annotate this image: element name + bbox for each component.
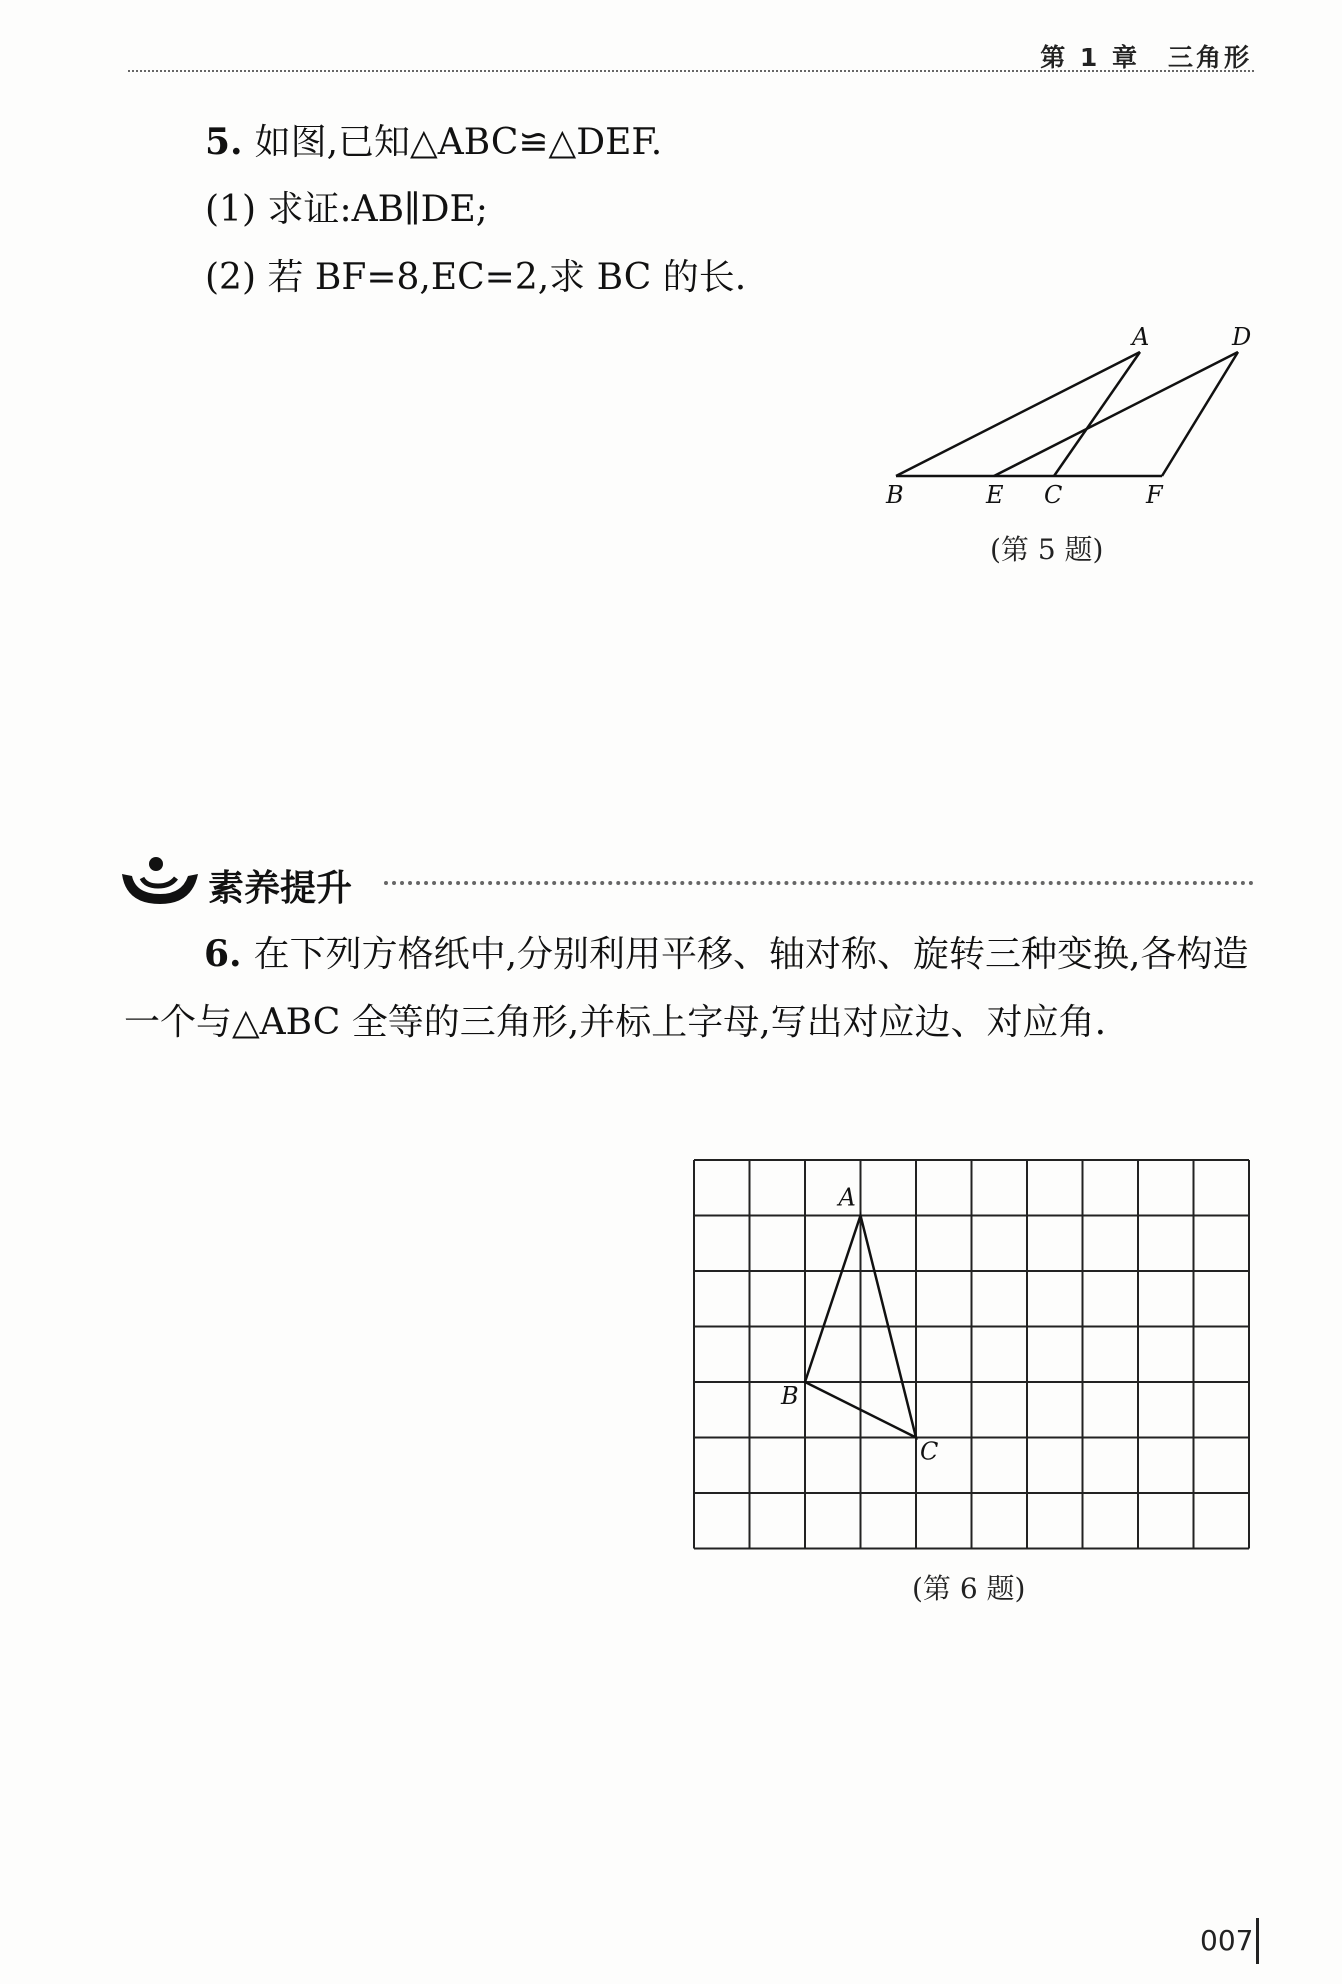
- q5-part1: (1) 求证:AB∥DE;: [205, 189, 488, 230]
- page-number-bar: [1256, 1918, 1259, 1964]
- q5-label-a: A: [1132, 323, 1150, 351]
- q5-segment-ba: [896, 352, 1140, 476]
- q5-label-e: E: [986, 481, 1004, 509]
- q6-label-a: A: [838, 1183, 856, 1212]
- q5-number: 5.: [205, 121, 243, 163]
- q5-label-f: F: [1146, 481, 1163, 509]
- q6-text-block: [124, 920, 1256, 1057]
- q5-label-c: C: [1044, 481, 1063, 509]
- q5-stem-text: 如图,已知△ABC≌△DEF.: [254, 122, 663, 163]
- q5-part2: (2) 若 BF=8,EC=2,求 BC 的长.: [205, 257, 747, 298]
- page-number: 007: [1200, 1924, 1254, 1957]
- q5-segment-ac: [1054, 352, 1140, 476]
- section-dotted-rule: [384, 881, 1254, 885]
- q5-label-d: D: [1232, 323, 1252, 351]
- q6-label-c: C: [920, 1437, 939, 1466]
- chapter-header: 第 1 章 三角形: [1040, 43, 1252, 72]
- q6-figure: [680, 1140, 1300, 1580]
- q6-caption: (第 6 题): [912, 1572, 1026, 1605]
- q5-caption: (第 5 题): [990, 533, 1104, 566]
- q6-grid: [694, 1160, 1249, 1549]
- q6-number: 6.: [204, 933, 242, 975]
- q5-figure: [0, 0, 1342, 560]
- section-swirl-icon: [118, 854, 202, 910]
- section-title: 素养提升: [208, 868, 353, 909]
- q6-label-b: B: [781, 1382, 799, 1410]
- q5-label-b: B: [886, 481, 904, 509]
- q6-text: 在下列方格纸中,分别利用平移、轴对称、旋转三种变换,各构造一个与△ABC 全等的三角形,并标上字母,写出对应边、对应角.: [124, 934, 1249, 1043]
